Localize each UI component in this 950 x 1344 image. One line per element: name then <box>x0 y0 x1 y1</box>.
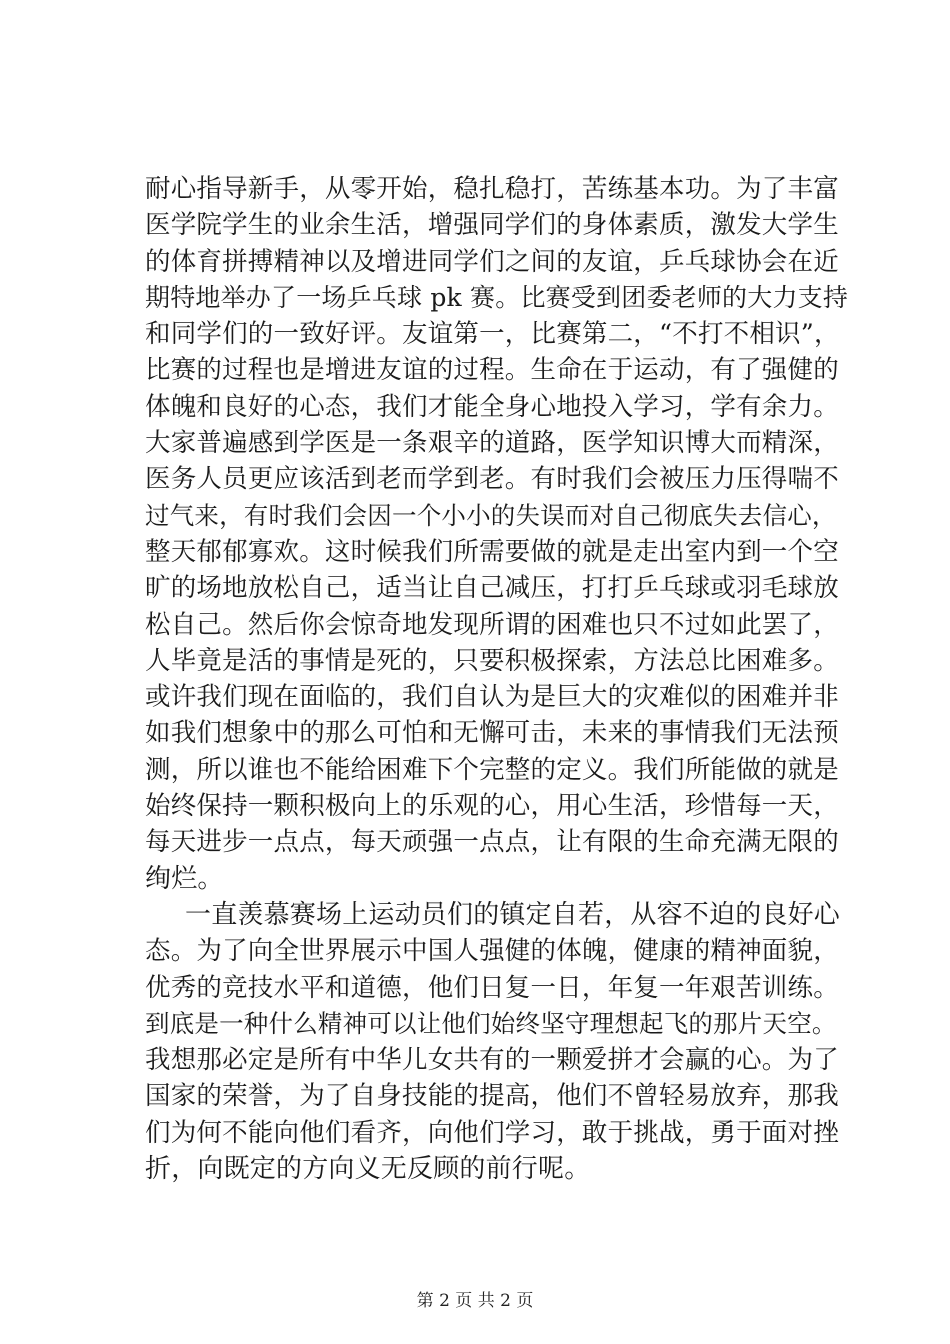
text-line: 如我们想象中的那么可怕和无懈可击，未来的事情我们无法预 <box>145 718 839 749</box>
text-line: 每天进步一点点，每天顽强一点点，让有限的生命充满无限的 <box>145 827 839 858</box>
text-line: 折，向既定的方向义无反顾的前行呢。 <box>145 1154 591 1185</box>
text-line: 到底是一种什么精神可以让他们始终坚守理想起飞的那片天空。 <box>145 1008 837 1038</box>
text-line: 测，所以谁也不能给困难下个完整的定义。我们所能做的就是 <box>145 754 839 785</box>
text-line: 始终保持一颗积极向上的乐观的心，用心生活，珍惜每一天， <box>145 791 839 822</box>
text-line: 们为何不能向他们看齐，向他们学习，敢于挑战，勇于面对挫 <box>145 1117 839 1148</box>
text-line: 过气来，有时我们会因一个小小的失误而对自己彻底失去信心， <box>145 500 837 530</box>
text-line: 的体育拼搏精神以及增进同学们之间的友谊，乒乓球协会在近 <box>145 246 839 277</box>
text-line: 或许我们现在面临的，我们自认为是巨大的灾难似的困难并非 <box>145 682 839 713</box>
paragraph-start-line: 一直羡慕赛场上运动员们的镇定自若，从容不迫的良好心 <box>185 899 841 930</box>
text-line: 态。为了向全世界展示中国人强健的体魄，健康的精神面貌， <box>145 936 839 967</box>
text-line: 松自己。然后你会惊奇地发现所谓的困难也只不过如此罢了， <box>145 609 839 640</box>
text-line: 大家普遍感到学医是一条艰辛的道路，医学知识博大而精深， <box>145 428 839 459</box>
text-line: 医务人员更应该活到老而学到老。有时我们会被压力压得喘不 <box>145 464 839 495</box>
text-line: 绚烂。 <box>145 863 224 894</box>
text-line: 期特地举办了一场乒乓球 pk 赛。比赛受到团委老师的大力支持 <box>145 282 849 312</box>
text-line: 国家的荣誉，为了自身技能的提高，他们不曾轻易放弃，那我 <box>145 1081 839 1112</box>
page-number-footer: 第 2 页 共 2 页 <box>416 1291 534 1311</box>
text-line: 旷的场地放松自己，适当让自己减压，打打乒乓球或羽毛球放 <box>145 573 839 604</box>
text-line: 体魄和良好的心态，我们才能全身心地投入学习，学有余力。 <box>145 391 839 422</box>
text-line: 耐心指导新手，从零开始，稳扎稳打，苦练基本功。为了丰富 <box>145 174 839 204</box>
text-line: 整天郁郁寡欢。这时候我们所需要做的就是走出室内到一个空 <box>145 536 839 567</box>
text-line: 人毕竟是活的事情是死的，只要积极探索，方法总比困难多。 <box>145 645 839 676</box>
body-text <box>145 171 849 1187</box>
text-line: 优秀的竞技水平和道德，他们日复一日，年复一年艰苦训练。 <box>145 972 839 1003</box>
text-line: 我想那必定是所有中华儿女共有的一颗爱拼才会赢的心。为了 <box>145 1045 839 1076</box>
text-line: 比赛的过程也是增进友谊的过程。生命在于运动，有了强健的 <box>145 355 839 386</box>
text-line: 医学院学生的业余生活，增强同学们的身体素质，激发大学生 <box>145 210 839 241</box>
text-line: 和同学们的一致好评。友谊第一，比赛第二，“不打不相识”， <box>145 319 840 350</box>
